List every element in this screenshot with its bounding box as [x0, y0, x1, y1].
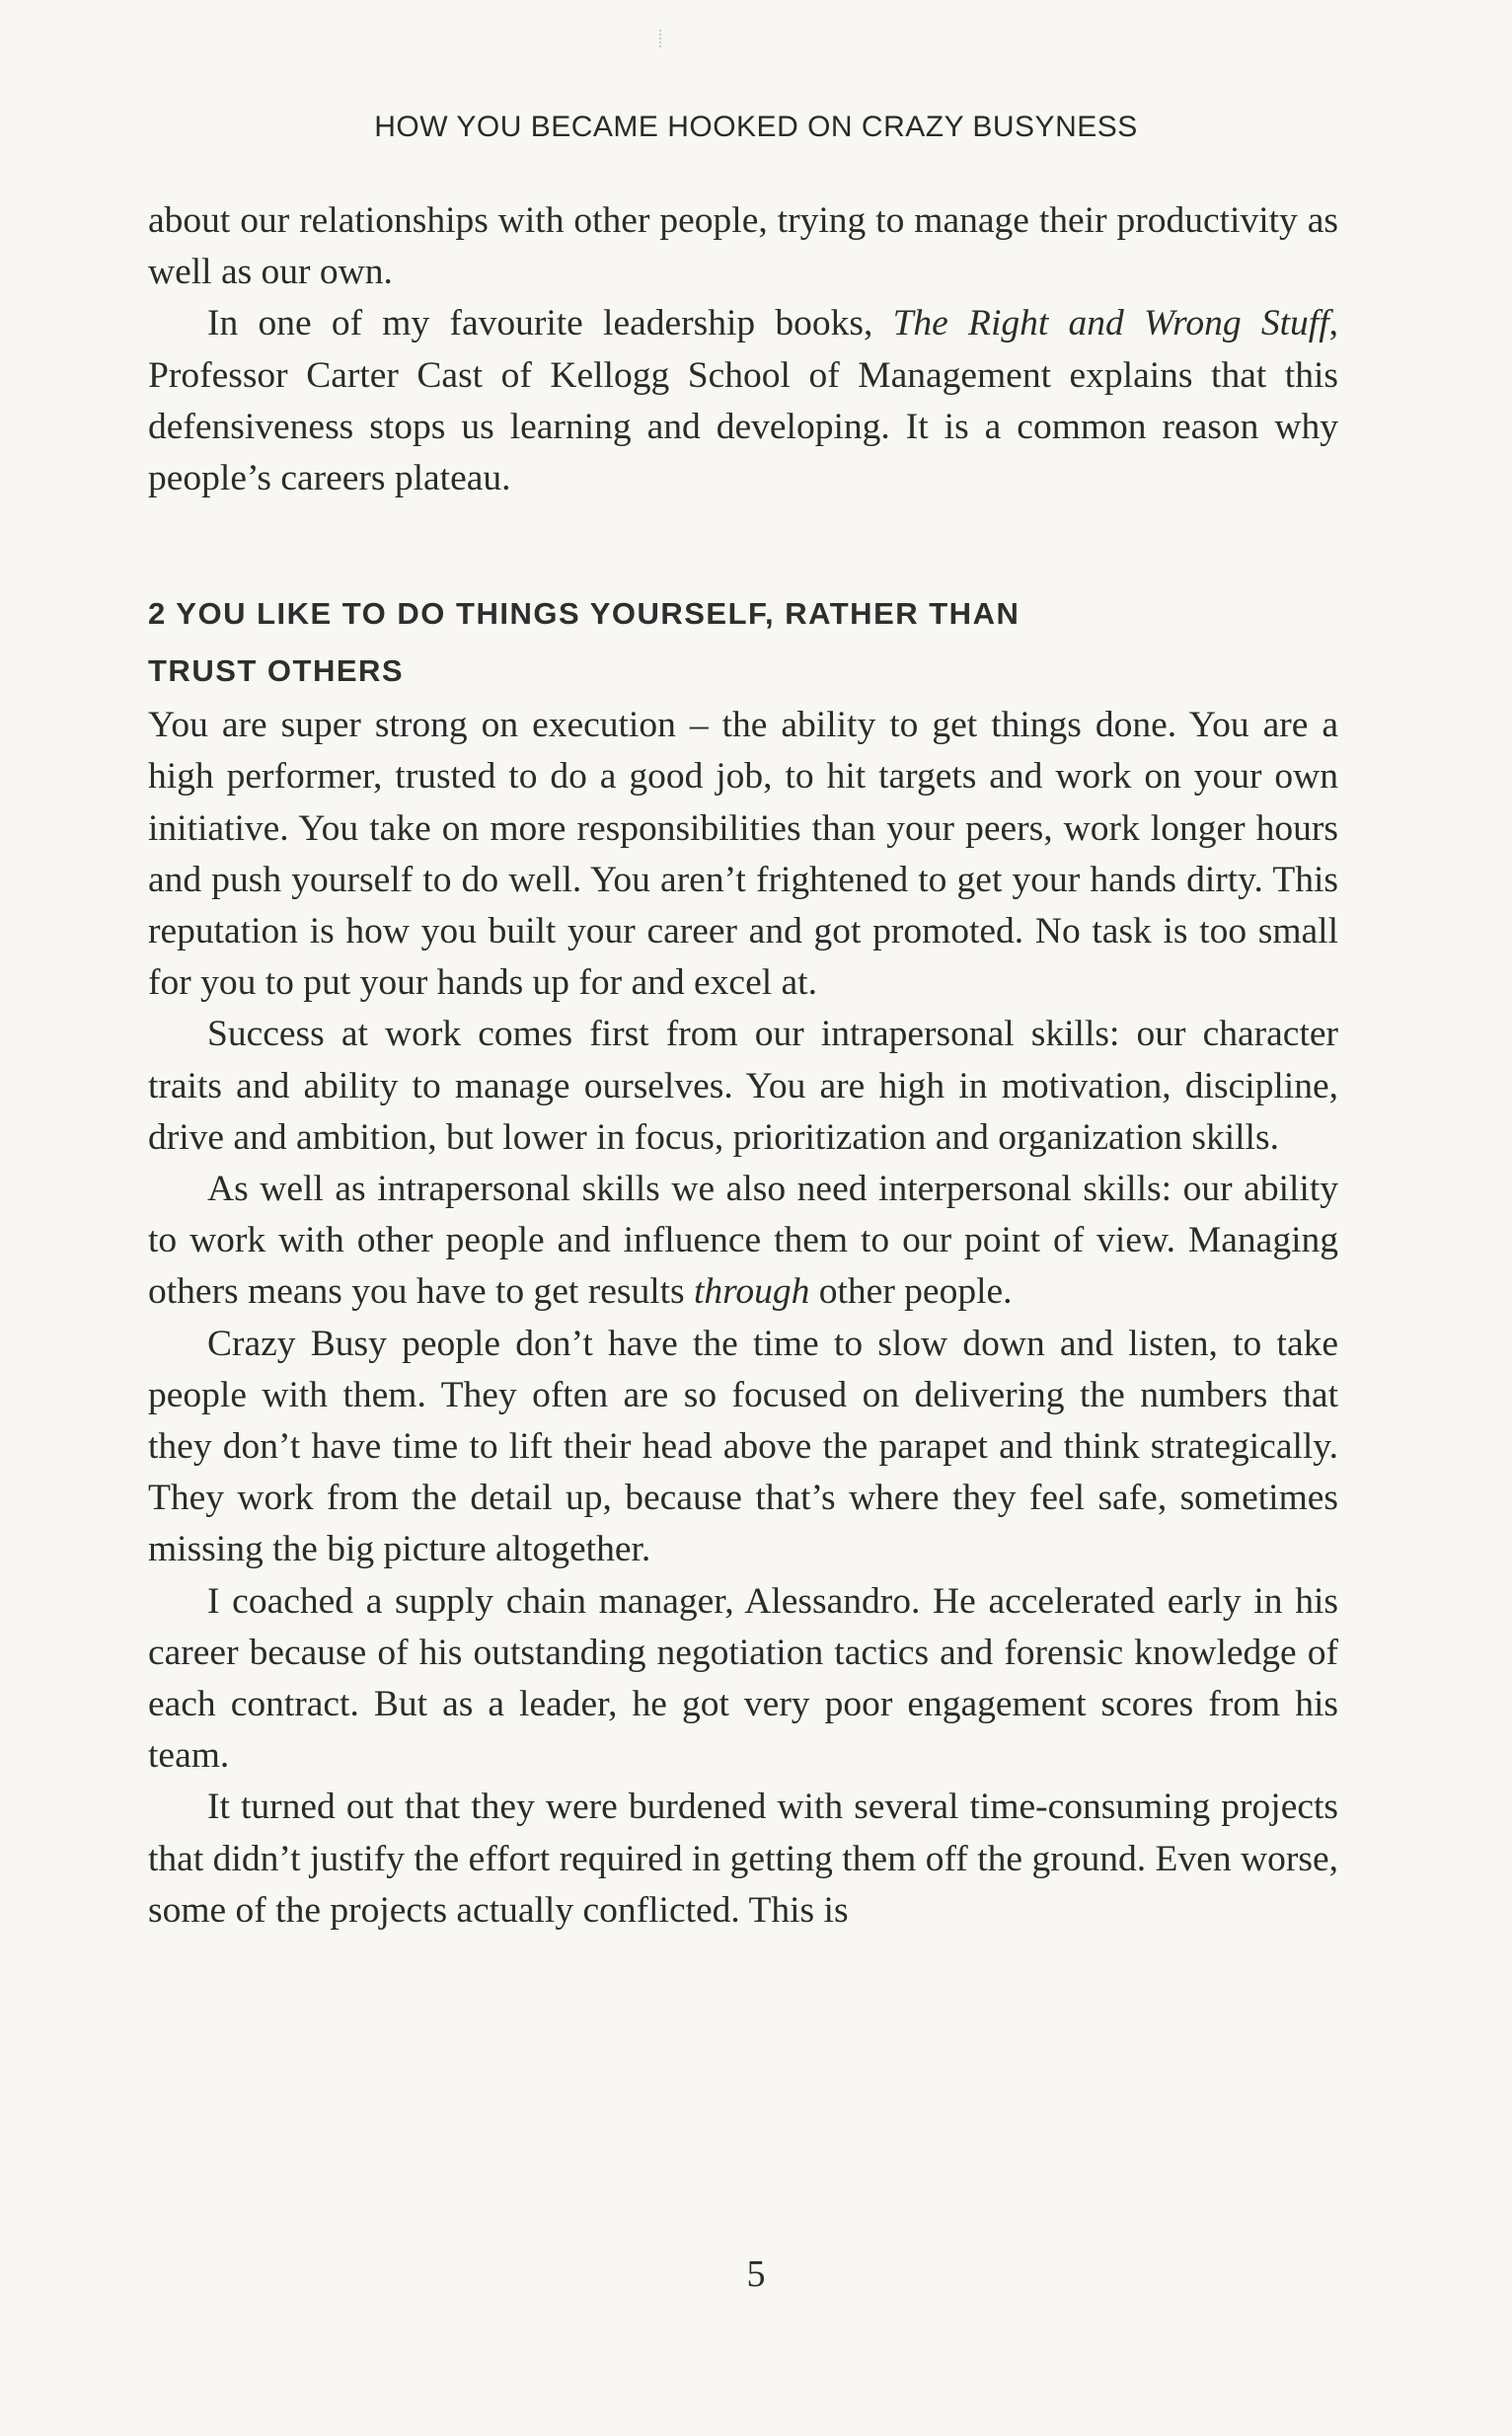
section-heading	[148, 585, 1338, 700]
text-run: As well as intrapersonal skills we also need interpersonal skills: our ability to work with other people and influence them to our point of view. Managing others means you have to get results	[148, 1169, 1338, 1313]
paragraph: It turned out that they were burdened with several time-consuming projects that didn’t justify the effort required in getting them off the ground. Even worse, some of the projects actually conflicted. This is	[148, 1787, 1338, 1931]
section-heading-line: 2 YOU LIKE TO DO THINGS YOURSELF, RATHER THAN	[148, 596, 1021, 632]
paragraph	[148, 298, 1338, 504]
running-head: HOW YOU BECAME HOOKED ON CRAZY BUSYNESS	[374, 111, 1138, 143]
paragraph: about our relationships with other people, trying to manage their productivity as well as our own.	[148, 200, 1338, 293]
text-run: In one of my favourite leadership books,	[207, 303, 893, 344]
paragraph: Crazy Busy people don’t have the time to slow down and listen, to take people with them. They often are so focused on delivering the numbers that they don’t have time to lift their head above the parapet and think strategically. They work from the detail up, because that’s where they feel safe, sometimes missing the big picture altogether.	[148, 1323, 1338, 1570]
emphasis: through	[694, 1271, 810, 1313]
scan-speck	[659, 30, 665, 47]
page-number: 5	[746, 2253, 766, 2295]
paragraph: I coached a supply chain manager, Alessandro. He accelerated early in his career because of his outstanding negotiation tactics and forensic knowledge of each contract. But as a leader, he got very poor engagement scores from his team.	[148, 1580, 1338, 1777]
text-run: other people.	[809, 1271, 1013, 1313]
body-text	[148, 195, 1338, 1937]
text-run: , Professor Carter Cast of Kellogg School of Management explains that this defensiveness stops us learning and developing. It is a common reason why people’s careers plateau.	[148, 303, 1338, 499]
paragraph: You are super strong on execution – the ability to get things done. You are a high performer, trusted to do a good job, to hit targets and work on your own initiative. You take on more responsibilities than your peers, work longer hours and push yourself to do well. You aren’t frightened to get your hands dirty. This reputation is how you built your career and got promoted. No task is too small for you to put your hands up for and excel at.	[148, 705, 1338, 1004]
section-heading-line: TRUST OTHERS	[148, 653, 405, 689]
book-title: The Right and Wrong Stuff	[892, 303, 1329, 344]
paragraph: Success at work comes first from our intrapersonal skills: our character traits and ability to manage ourselves. You are high in motivation, discipline, drive and ambition, but lower in focus, prioritization and organization skills.	[148, 1014, 1338, 1158]
paragraph	[148, 1164, 1338, 1319]
